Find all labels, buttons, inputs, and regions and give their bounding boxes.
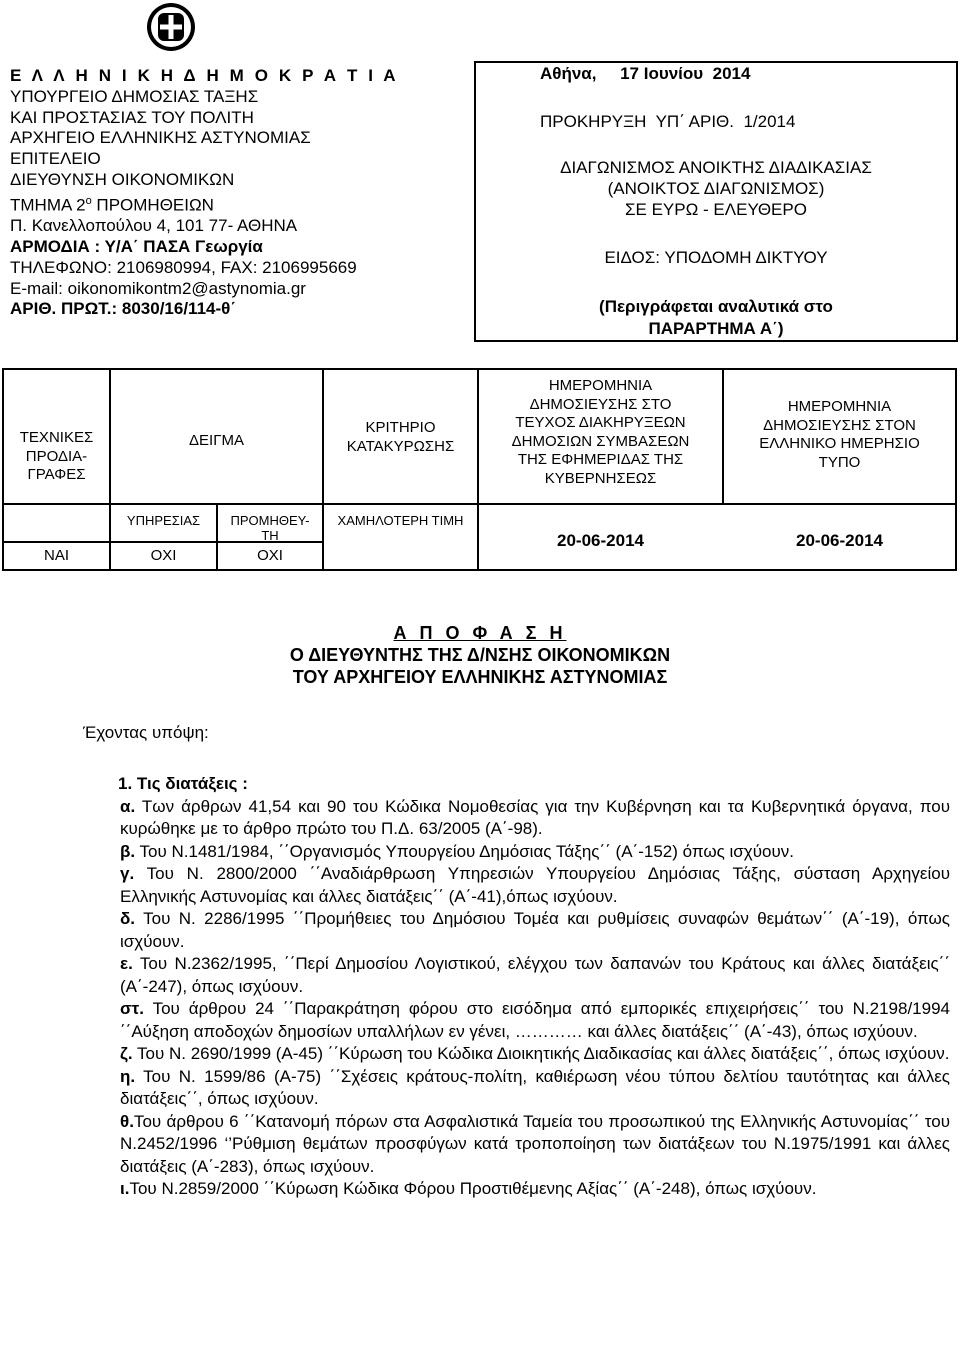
tech-value: ΝΑΙ (43, 547, 69, 564)
press-date: 20-06-2014 (796, 531, 883, 550)
gazette-date: 20-06-2014 (557, 531, 644, 550)
col-award-criterion: ΚΡΙΤΗΡΙΟ ΚΑΤΑΚΥΡΩΣΗΣ (346, 419, 455, 455)
issuer-block (10, 66, 399, 320)
provisions-heading: 1. Τις διατάξεις : (118, 774, 248, 793)
country-name: Ε Λ Λ Η Ν Ι Κ Η Δ Η Μ Ο Κ Ρ Α Τ Ι Α (10, 66, 399, 85)
address: Π. Κανελλοπούλου 4, 101 77- ΑΘΗΝΑ (10, 216, 298, 236)
col-technical-specs: ΤΕΧΝΙΚΕΣ ΠΡΟΔΙΑ- ΓΡΑΦΕΣ (19, 429, 94, 484)
phone-fax: ΤΗΛΕΦΩΝΟ: 2106980994, FAX: 2106995669 (10, 257, 357, 277)
tender-description: (Περιγράφεται αναλυτικά στο ΠΑΡΑΡΤΗΜΑ Α΄) (599, 297, 833, 338)
list-item: η. Του Ν. 1599/86 (Α-75) ΄΄Σχέσεις κράτους-πολίτη, καθιέρωση νέου τύπου δελτίου ταυτότητας και άλλες διατάξεις΄΄, όπως ισχύουν. (120, 1066, 950, 1108)
announcement-number: ΠΡΟΚΗΡΥΞΗ ΥΠ΄ ΑΡΙΘ. 1/2014 (540, 112, 796, 131)
hellenic-emblem-icon (146, 2, 196, 52)
tender-title: ΔΙΑΓΩΝΙΣΜΟΣ ΑΝΟΙΚΤΗΣ ΔΙΑΔΙΚΑΣΙΑΣ (ΑΝΟΙΚΤΟΣ ΔΙΑΓΩΝΙΣΜΟΣ) ΣΕ ΕΥΡΩ - ΕΛΕΥΘΕΡΟ (560, 158, 872, 219)
list-item: γ. Του Ν. 2800/2000 ΄΄Αναδιάρθρωση Υπηρεσιών Υπουργείου Δημόσιας Τάξης, σύσταση Αρχηγείου Ελληνικής Αστυνομίας και άλλες διατάξεις΄΄ (Α΄-41),όπως ισχύουν. (120, 864, 950, 906)
tender-info-table (2, 368, 957, 571)
headquarters: ΑΡΧΗΓΕΙΟ ΕΛΛΗΝΙΚΗΣ ΑΣΤΥΝΟΜΙΑΣ (10, 128, 311, 148)
list-item: α. Των άρθρων 41,54 και 90 του Κώδικα Νομοθεσίας για την Κυβέρνηση και τα Κυβερνητικά όργανα, που κυρώθηκε με το άρθρο πρώτο του Π.Δ. 63/2005 (Α΄-98). (120, 796, 950, 838)
email: E-mail: oikonomikontm2@astynomia.gr (10, 278, 306, 298)
list-item: θ.Του άρθρου 6 ΄΄Κατανομή πόρων στα Ασφαλιστικά Ταμεία του προσωπικού της Ελληνικής Αστυνομίας΄΄ του Ν.2452/1996 ‘’Ρύθμιση θεμάτων προσφύγων κατά τροποποίηση των διατάξεων του Ν.1975/1991 και άλλες διατάξεις (Α΄-283), όπως ισχύουν. (120, 1111, 950, 1176)
responsible-officer: ΑΡΜΟΔΙΑ : Υ/Α΄ ΠΑΣΑ Γεωργία (10, 237, 263, 257)
list-item: στ. Του άρθρου 24 ΄΄Παρακράτηση φόρου στο εισόδημα από εμπορικές επιχειρήσεις΄΄ του Ν.2198/1994 ΄΄Αύξηση αποδοχών δημοσίων υπαλλήλων εν γένει, ………… και άλλες διατάξεις΄΄ (Α΄-43), όπως ισχύουν. (120, 999, 950, 1041)
service-value: ΟΧΙ (150, 547, 177, 564)
protocol-number: ΑΡΙΘ. ΠΡΩΤ.: 8030/16/114-θ΄ (10, 299, 236, 319)
col-press-publication: ΗΜΕΡΟΜΗΝΙΑ ΔΗΜΟΣΙΕΥΣΗΣ ΣΤΟΝ ΕΛΛΗΝΙΚΟ ΗΜΕΡΗΣΙΟ ΤΥΠΟ (759, 398, 920, 471)
list-item: ε. Του Ν.2362/1995, ΄΄Περί Δημοσίου Λογιστικού, ελέγχου των δαπανών του Κράτους και άλλες διατάξεις΄΄ (Α΄-247), όπως ισχύουν. (120, 954, 950, 996)
col-gazette-publication: ΗΜΕΡΟΜΗΝΙΑ ΔΗΜΟΣΙΕΥΣΗΣ ΣΤΟ ΤΕΥΧΟΣ ΔΙΑΚΗΡΥΞΕΩΝ ΔΗΜΟΣΙΩΝ ΣΥΜΒΑΣΕΩΝ ΤΗΣ ΕΦΗΜΕΡΙΔΑΣ ΤΗΣ ΚΥΒΕΡΝΗΣΕΩΣ (511, 377, 690, 487)
announcement-date: Αθήνα, 17 Ιουνίου 2014 (540, 64, 751, 83)
tender-kind: ΕΙΔΟΣ: ΥΠΟΔΟΜΗ ΔΙΚΤΥΟΥ (604, 248, 828, 267)
staff: ΕΠΙΤΕΛΕΙΟ (10, 149, 101, 169)
list-item: δ. Του Ν. 2286/1995 ΄΄Προμήθειες του Δημόσιου Τομέα και ρυθμίσεις συναφών θεμάτων΄΄ (Α΄-19), όπως ισχύουν. (120, 909, 950, 951)
having-considered: Έχοντας υπόψη: (83, 723, 209, 742)
sub-service: ΥΠΗΡΕΣΙΑΣ (126, 513, 201, 528)
department: ΤΜΗΜΑ $2^o$ ΠΡΟΜΗΘΕΙΩΝ (10, 194, 214, 215)
list-item: ζ. Του Ν. 2690/1999 (Α-45) ΄΄Κύρωση του Κώδικα Διοικητικής Διαδικασίας και άλλες διατάξεις΄΄, όπως ισχύουν. (120, 1044, 950, 1063)
supplier-value: ΟΧΙ (257, 547, 283, 564)
ministry-cont: ΚΑΙ ΠΡΟΣΤΑΣΙΑΣ ΤΟΥ ΠΟΛΙΤΗ (10, 107, 254, 127)
list-item: β. Του Ν.1481/1984, ΄΄Οργανισμός Υπουργείου Δημόσιας Τάξης΄΄ (Α΄-152) όπως ισχύουν. (120, 841, 794, 861)
criterion-value: ΧΑΜΗΛΟΤΕΡΗ ΤΙΜΗ (337, 513, 464, 528)
list-item: ι.Του Ν.2859/2000 ΄΄Κύρωση Κώδικα Φόρου Προστιθέμενης Αξίας΄΄ (Α΄-248), όπως ισχύουν. (120, 1179, 817, 1198)
sub-supplier: ΠΡΟΜΗΘΕΥ- ΤΗ (230, 513, 310, 543)
ministry: ΥΠΟΥΡΓΕΙΟ ΔΗΜΟΣΙΑΣ ΤΑΞΗΣ (10, 86, 259, 106)
directorate: ΔΙΕΥΘΥΝΣΗ ΟΙΚΟΝΟΜΙΚΩΝ (10, 169, 235, 189)
decision-heading: Α Π Ο Φ Α Σ Η Ο ΔΙΕΥΘΥΝΤΗΣ ΤΗΣ Δ/ΝΣΗΣ ΟΙΚΟΝΟΜΙΚΩΝ ΤΟΥ ΑΡΧΗΓΕΙΟΥ ΕΛΛΗΝΙΚΗΣ ΑΣΤΥΝΟΜΙΑΣ (289, 623, 671, 687)
col-sample: ΔΕΙΓΜΑ (189, 432, 244, 449)
provisions-list (8, 773, 950, 1201)
